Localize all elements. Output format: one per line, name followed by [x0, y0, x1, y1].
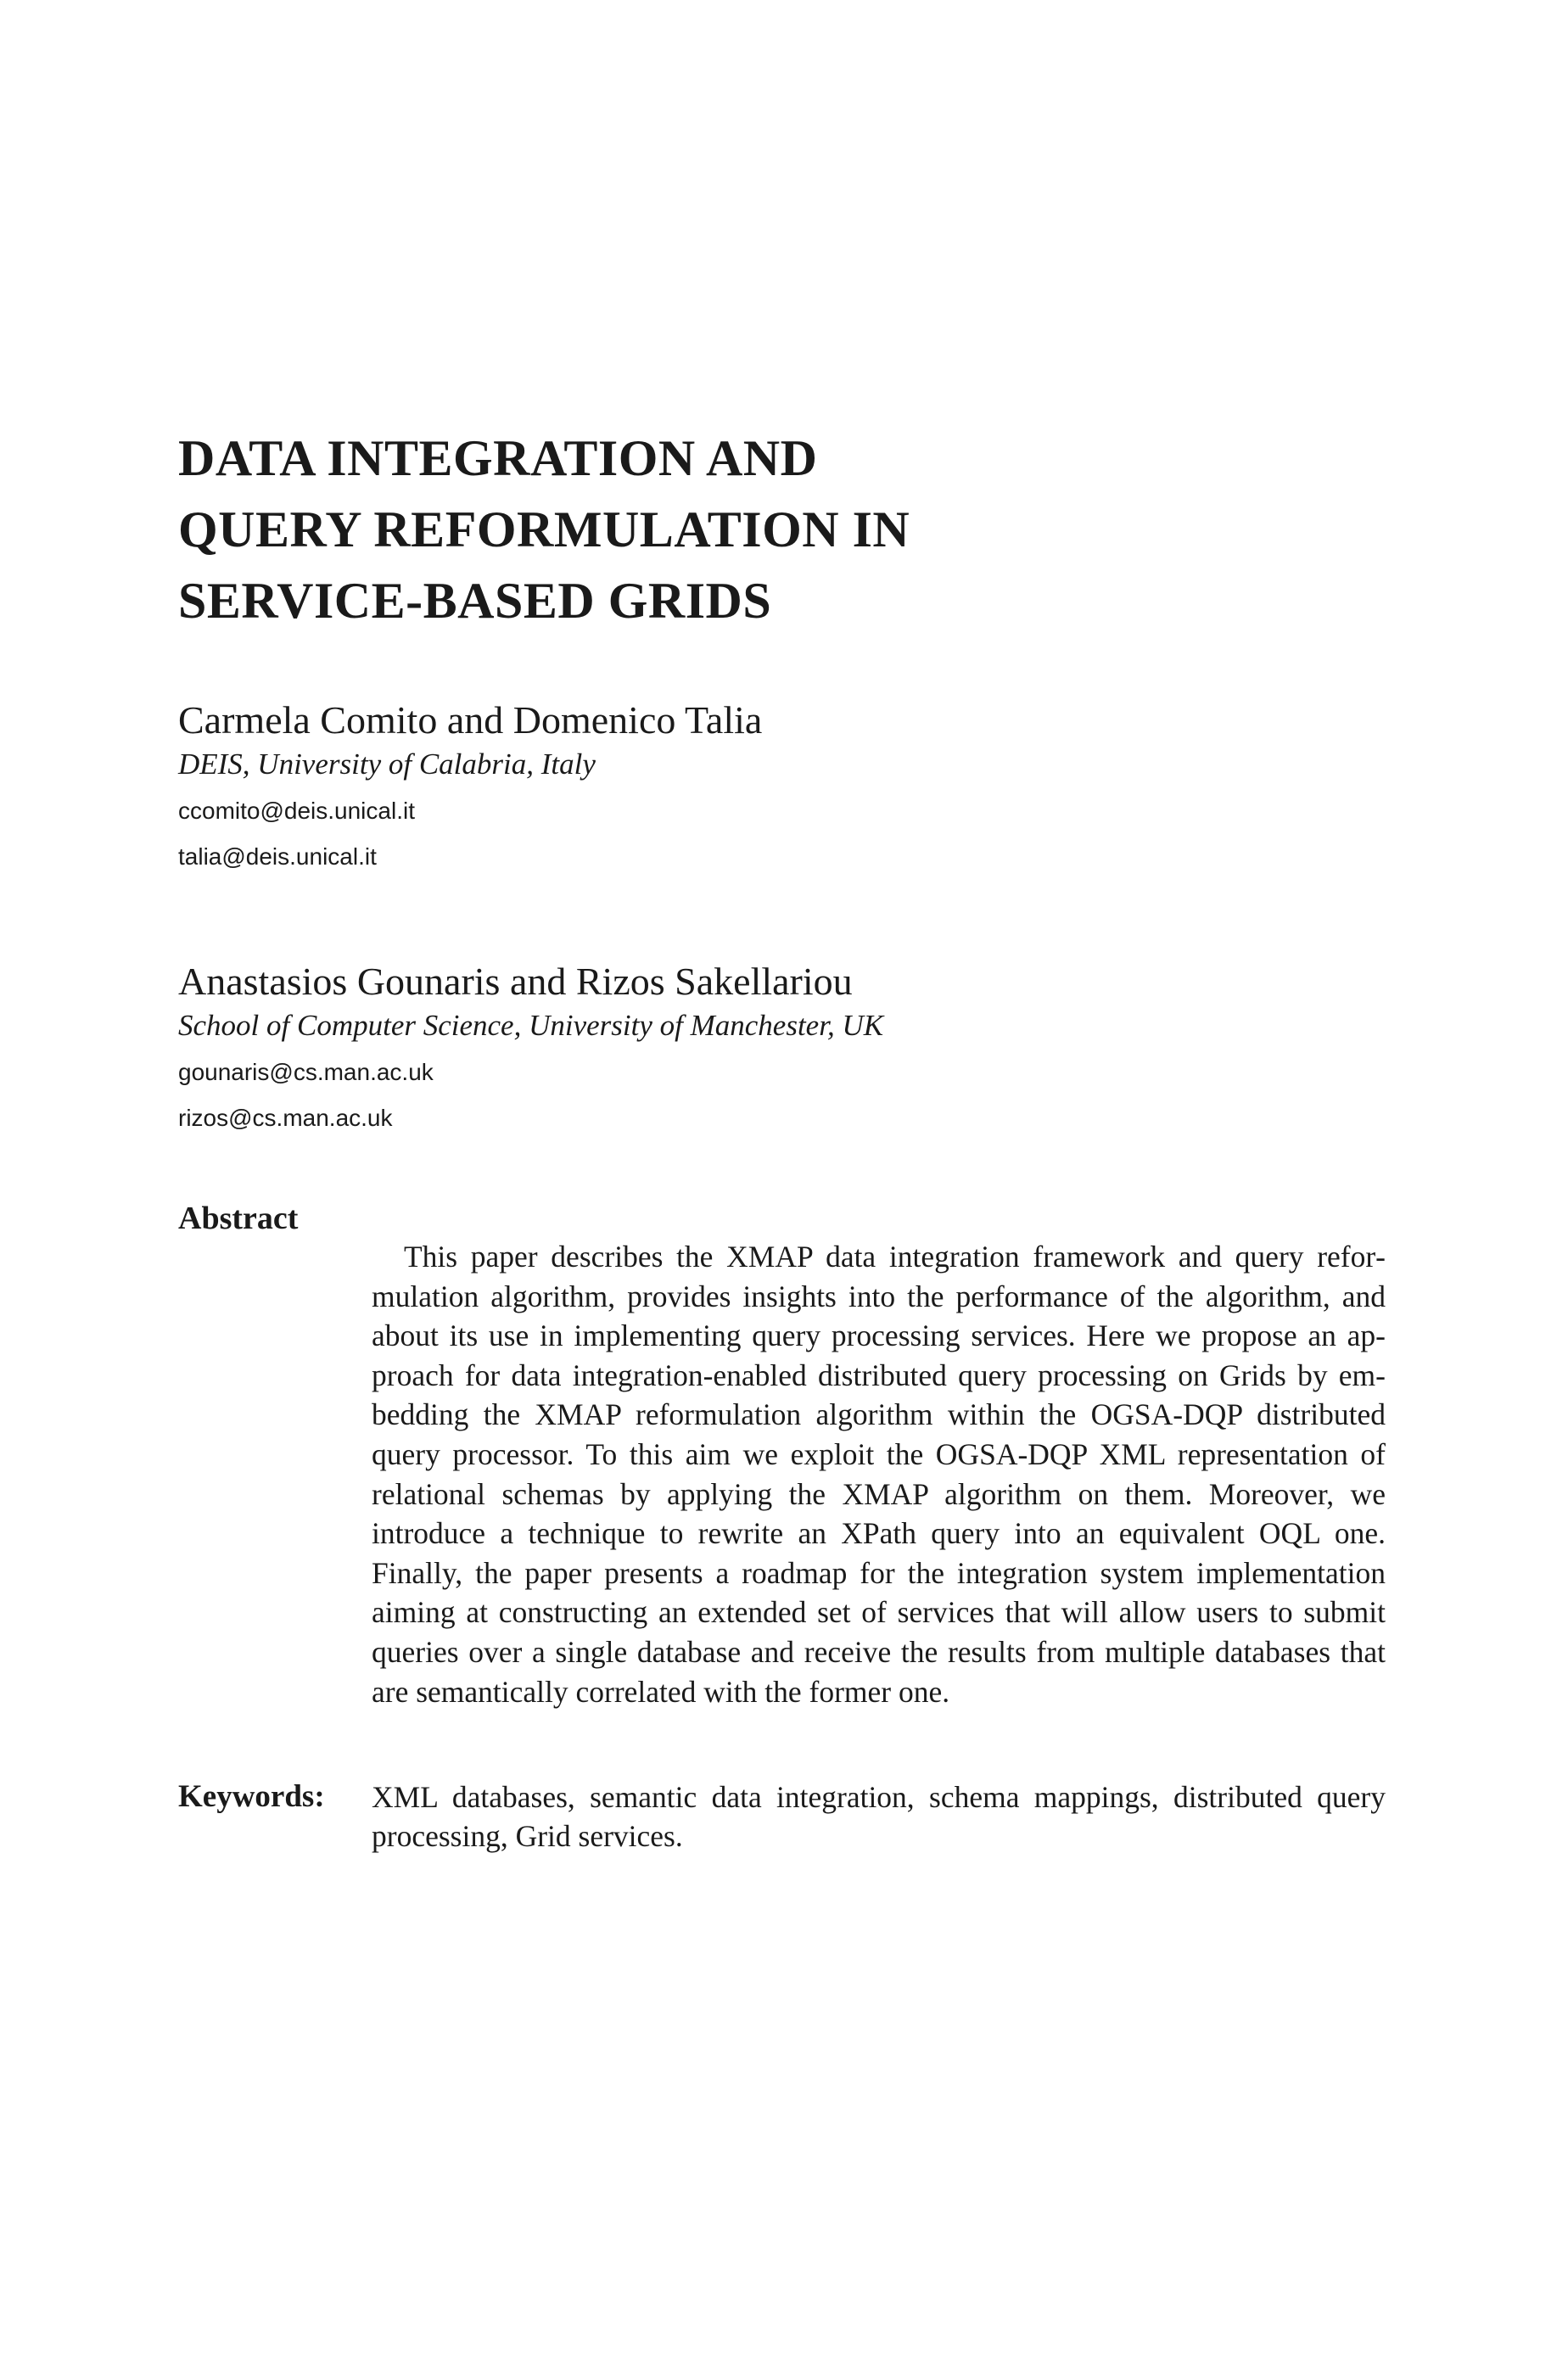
abstract-heading: Abstract — [178, 1201, 299, 1236]
abstract-text: This paper describes the XMAP data integration framework and query reformulation algorithm, provides insights into the performance of the algorithm, and about its use in implementing query processing services. Here we propose an approach for data integration-enabled distributed query processing on Grids by embedding the XMAP reformulation algorithm within the OGSA-DQP distributed query processor. To this aim we exploit the OGSA-DQP XML representation of relational schemas by applying the XMAP algorithm on them. Moreover, we introduce a technique to rewrite an XPath query into an equivalent OQL one. Finally, the paper presents a roadmap for the integration system implementation aiming at constructing an extended set of services that will allow users to submit queries over a single database and receive the results from multiple databases that are semantically correlated with the former one. — [372, 1240, 1386, 1709]
keywords-text: XML databases, semantic data integration, schema mappings, distributed query processing, Grid services. — [372, 1780, 1386, 1853]
author-group-1 — [178, 696, 1366, 872]
author-email: talia@deis.unical.it — [178, 843, 377, 870]
paper-title — [178, 423, 1281, 636]
keywords-label: Keywords: — [178, 1779, 325, 1814]
author-affiliation: DEIS, University of Calabria, Italy — [178, 747, 596, 781]
author-email: ccomito@deis.unical.it — [178, 798, 415, 824]
author-affiliation: School of Computer Science, University of Manchester, UK — [178, 1009, 884, 1042]
title-line-2: QUERY REFORMULATION IN — [178, 501, 910, 557]
author-email: gounaris@cs.man.ac.uk — [178, 1059, 434, 1085]
author-group-2 — [178, 957, 1366, 1134]
author-names: Anastasios Gounaris and Rizos Sakellariou — [178, 960, 853, 1003]
author-email: rizos@cs.man.ac.uk — [178, 1105, 393, 1131]
title-line-1: DATA INTEGRATION AND — [178, 430, 818, 486]
author-names: Carmela Comito and Domenico Talia — [178, 698, 763, 742]
title-line-3: SERVICE-BASED GRIDS — [178, 573, 772, 629]
